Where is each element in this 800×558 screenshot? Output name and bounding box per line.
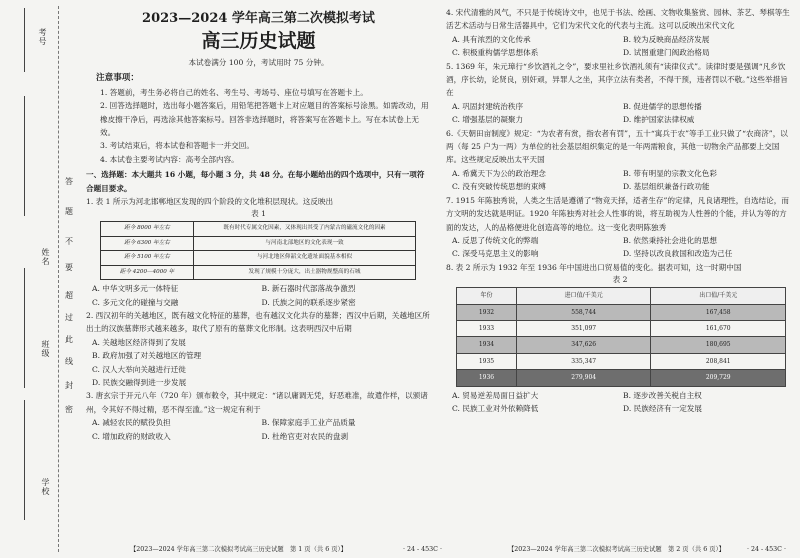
class-label: 班级 [41,340,50,358]
notice-heading: 注意事项： [96,73,139,84]
exam-title: 2023—2024 学年高三第二次模拟考试 [142,11,375,26]
option-c: C. 深受马克思主义的影响 [452,249,539,259]
question-2 [86,309,431,389]
question-8 [446,261,794,416]
option-c: C. 汉人大举向关越进行迁徙 [92,364,186,374]
option-d: D. 试图重建门阀政治格局 [623,48,710,58]
table-cell: 279,904 [516,370,651,386]
question-7 [446,194,794,261]
option-a: A. 反思了传统文化的弊端 [452,235,539,245]
table-row [101,222,416,236]
table-cell: 与河北地区仰韶文化遗址面貌基本相似 [194,251,416,265]
option-d: D. 坚持以改良救国和改造为己任 [623,249,733,259]
table-cell: 1934 [457,337,517,353]
option-b: B. 新石器时代部落战争激烈 [261,284,356,294]
table-cell: 既有时代专属文化因素，又体现出其受了内蒙古的磁流文化的因素 [194,222,416,236]
option-b: B. 促进儒学的思想传播 [623,101,702,111]
option-d: D. 杜绝官吏对农民的盘剥 [261,431,349,441]
question-3 [86,389,431,443]
binding-margin [0,0,80,558]
table-cell: 161,670 [651,320,786,336]
left-column [86,6,431,443]
option-list [446,167,794,194]
option-b: B. 保障家庭手工业产品质量 [261,418,356,428]
section-instruction: 一、选择题：本大题共 16 小题，每小题 3 分，共 48 分。在每小题给出的四个选项中，只有一项符合题目要求。 [86,170,425,193]
table-header-row [457,288,786,304]
right-column [446,6,794,415]
table-cell: 209,729 [651,370,786,386]
question-4 [446,6,794,60]
table-row [101,251,416,265]
option-c: C. 没有突破传统思想的束缚 [452,182,546,192]
question-stem: 6.《天朝田亩制度》规定：“为农者有赏，指农者有罚”，五十“寓兵于农”等手工业只做了“农商济”，以两（每 25 户为一两）为单位的社会基层组织集定的是一年两需粮食，其他一切物余产品都要上交国库。这些规定反映出太平天国 [446,128,788,165]
option-list [446,33,794,60]
table-cell: 347,626 [516,337,651,353]
school-line [24,400,25,520]
table-cell: 距今 8000 年左右 [101,222,194,236]
footer-text: 【2023—2024 学年高三第二次模拟考试高三历史试题 第 1 页（共 6 页）】 [130,546,347,553]
table-row [101,236,416,250]
table-row [457,304,786,320]
question-stem: 3. 唐玄宗于开元八年（720 年）颁布敕令，其中规定：“诸以庸调无凭，好恶难准，故遣作样，以颁诸州，令其好不得过精，恶不得至滥。”这一规定有利于 [86,391,428,414]
table-row [457,320,786,336]
notice-item: 3. 考试结束后，将本试卷和答题卡一并交回。 [100,141,254,151]
option-a: A. 贸易逆差局面日益扩大 [452,390,539,400]
exam-number-label: 考号 [38,28,47,46]
option-c: C. 增强基层的凝聚力 [452,115,524,125]
footer-text: 【2023—2024 学年高三第二次模拟考试高三历史试题 第 2 页（共 6 页）】 [508,546,725,553]
seal-char: 过 [65,313,73,322]
table-row [457,370,786,386]
option-b: B. 逐步改善关税自主权 [623,390,702,400]
seal-char: 封 [65,381,73,390]
table-caption: 表 1 [251,209,266,219]
table-cell: 与河南北部地区的文化表现一致 [194,236,416,250]
class-line [24,268,25,388]
table-cell: 距今 5100 年左右 [101,251,194,265]
exam-number-line [24,8,25,72]
table-cell: 距今 4200—4000 年 [101,265,194,279]
table-2 [456,287,786,386]
seal-char: 不 [65,237,73,246]
option-list [446,389,794,416]
option-b: B. 带有明显的宗教文化色彩 [623,168,717,178]
question-1 [86,195,431,309]
option-d: D. 维护国家法律权威 [623,115,695,125]
question-stem: 8. 表 2 所示为 1932 年至 1936 年中国进出口贸易值的变化。据表可知，这一时期中国 [446,262,742,272]
option-d: D. 基层组织兼备行政功能 [623,182,710,192]
option-list [86,416,431,443]
table-cell: 距今 6300 年左右 [101,236,194,250]
option-a: A. 巩固封建统治秩序 [452,101,524,111]
score-info: 本试卷满分 100 分，考试用时 75 分钟。 [188,58,329,67]
option-c: C. 多元文化的碰撞与交融 [92,297,179,307]
table-cell: 558,744 [516,304,651,320]
column-header: 年份 [457,288,517,304]
table-cell: 1933 [457,320,517,336]
question-5 [446,60,794,127]
option-list [446,100,794,127]
subject-title: 高三历史试题 [201,30,316,52]
table-cell: 335,347 [516,353,651,369]
table-1 [100,221,416,280]
table-cell: 180,695 [651,337,786,353]
option-d: D. 民族交融得到进一步发展 [92,377,187,387]
footer-code: · 24 - 453C · [402,546,442,553]
seal-char: 密 [65,405,73,414]
option-d: D. 民族经济有一定发展 [623,403,702,413]
name-label: 姓名 [41,248,50,266]
table-cell: 1932 [457,304,517,320]
question-stem: 1. 表 1 所示为河北邯郸地区发现的四个阶段的文化堆积层现状。这反映出 [86,197,334,207]
option-a: A. 具有浓烈的文化传承 [452,34,531,44]
column-header: 出口值/千美元 [651,288,786,304]
table-cell: 208,841 [651,353,786,369]
option-a: A. 中华文明多元一体特征 [92,284,179,294]
table-row [457,337,786,353]
seal-char: 题 [65,207,73,216]
option-c: C. 民族工业对外依赖降低 [452,403,539,413]
option-c: C. 积极重构儒学思想体系 [452,48,539,58]
table-cell: 167,458 [651,304,786,320]
seal-dashed-line [58,6,59,552]
table-cell: 351,097 [516,320,651,336]
footer-code: · 24 - 453C · [746,546,786,553]
table-cell: 1935 [457,353,517,369]
option-b: B. 较为反映商品经济发展 [623,34,710,44]
option-a: A. 减轻农民的赋役负担 [92,418,171,428]
seal-char: 要 [65,263,73,272]
footer-right [508,544,786,553]
table-row [101,265,416,279]
table-cell: 发现了规模十分庞大，出土器物规整高的石城 [194,265,416,279]
seal-char: 答 [65,177,73,186]
seal-char: 超 [65,291,73,300]
seal-char: 线 [65,357,73,366]
footer-left [130,544,442,553]
table-row [457,353,786,369]
table-caption: 表 2 [612,275,628,285]
option-c: C. 增加政府的财政收入 [92,431,171,441]
question-stem: 5. 1369 年，朱元璋行“乡饮酒礼之令”，要求里社乡饮酒礼须有“读律仪式”。读律时要是强调“凡乡饮酒，序长幼，论贤良，别奸顽，异罪人之坐，其序立法有类者，不得干预，违者罚以不敬。”这些举措旨在 [446,61,788,98]
seal-char: 此 [65,335,73,344]
option-d: D. 氏族之间的联系逐步紧密 [261,297,356,307]
option-list [446,234,794,261]
option-b: B. 政府加强了对关越地区的管理 [92,351,202,361]
question-6 [446,127,794,194]
question-stem: 7. 1915 年陈独秀说，人类之生活是遵循了“物竞天择，适者生存”的定律，凡良诸理性，自选结论，而方文明的发达就是明证。1920 年陈独秀对社会人性事的说，将互助视为人性善的个能，并认为等的方面的发达，人的品格便进化创造高等的地位。这一变化表明陈独秀 [446,195,789,232]
option-a: A. 希冀天下为公的政治理念 [452,168,546,178]
notice-item: 4. 本试卷主要考试内容：高考全部内容。 [100,154,239,164]
option-list [86,282,431,309]
school-label: 学校 [41,478,50,496]
question-stem: 2. 西汉初年的关越地区，既有越文化特征的墓葬，也有越汉文化共存的墓葬；西汉中后期，关越地区所出土的汉族墓葬形式越来越多，取代了原有的墓葬文化形制。这表明西汉中后期 [86,310,430,334]
column-header: 进口值/千美元 [516,288,651,304]
name-line [24,96,25,216]
option-a: A. 关越地区经济得到了发展 [92,337,186,347]
option-b: B. 依然秉持社会进化的思想 [623,235,717,245]
notice-item: 2. 回答选择题时，选出每小题答案后，用铅笔把答题卡上对应题目的答案标号涂黑。如需改动，用橡皮擦干净后，再选涂其他答案标号。回答非选择题时，将答案写在答题卡上。写在本试卷上无效。 [100,101,429,138]
notice-item: 1. 答题前，考生务必将自己的姓名、考生号、考场号、座位号填写在答题卡上。 [100,87,368,97]
question-stem: 4. 宋代清雅的风气，不只是于传统诗文中，也见于书法、绘画、文物收集鉴赏、园林、茶艺、琴棋等生活艺术活动与日常生活器具中，它们为宋代文化的代表与主流。这可以反映出宋代文化 [446,8,790,31]
table-cell: 1936 [457,370,517,386]
